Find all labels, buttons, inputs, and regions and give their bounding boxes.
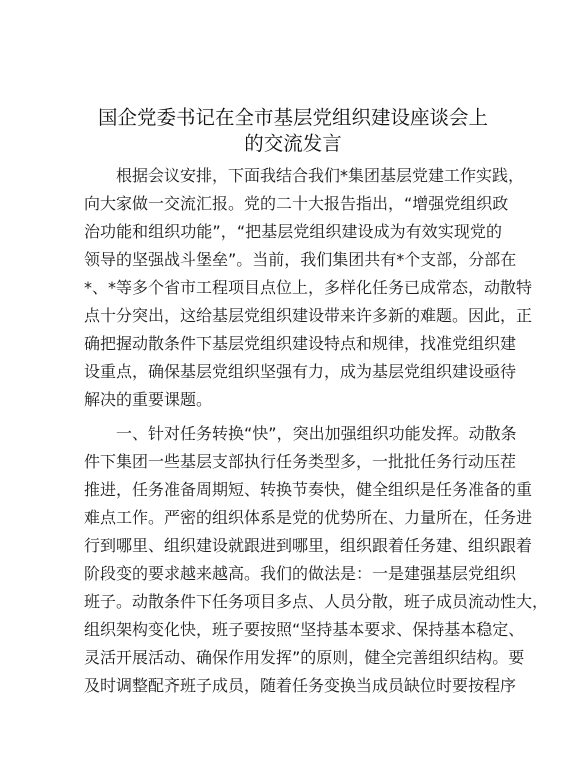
paragraph-1-line: 解决的重要课题。 <box>84 390 213 409</box>
paragraph-2-line: 灵活开展活动、确保作用发挥”的原则，健全完善组织结构。要 <box>84 648 525 667</box>
paragraph-1-line: 向大家做一交流汇报。党的二十大报告指出，“增强党组织政 <box>84 194 509 213</box>
document-title-line-1: 国企党委书记在全市基层党组织建设座谈会上 <box>97 106 488 129</box>
paragraph-2-line: 一、针对任务转换“快”，突出加强组织功能发挥。动散条 <box>116 424 517 443</box>
paragraph-2-line: 及时调整配齐班子成员，随着任务变换当成员缺位时要按程序 <box>84 676 517 695</box>
paragraph-2-line: 件下集团一些基层支部执行任务类型多，一批批任务行动压茬 <box>84 452 517 471</box>
paragraph-2-line: 阶段变的要求越来越高。我们的做法是：一是建强基层党组织 <box>84 564 517 583</box>
document-title-line-2: 的交流发言 <box>244 132 342 155</box>
paragraph-1-line: 领导的坚强战斗堡垒”。当前，我们集团共有*个支部，分部在 <box>84 250 517 269</box>
paragraph-2-line: 组织架构变化快，班子要按照“坚持基本要求、保持基本稳定、 <box>84 620 525 639</box>
paragraph-2-line: 行到哪里、组织建设就跟进到哪里，组织跟着任务建、组织跟着 <box>84 536 533 555</box>
paragraph-1-line: *、*等多个省市工程项目点位上，多样化任务已成常态，动散特 <box>84 278 533 297</box>
paragraph-2-line: 难点工作。严密的组织体系是党的优势所在、力量所在，任务进 <box>84 508 533 527</box>
paragraph-1-line: 设重点，确保基层党组织坚强有力，成为基层党组织建设亟待 <box>84 362 517 381</box>
paragraph-1-line: 治功能和组织功能”，“把基层党组织建设成为有效实现党的 <box>84 222 502 241</box>
paragraph-1-line: 点十分突出，这给基层党组织建设带来许多新的难题。因此，正 <box>84 306 533 325</box>
paragraph-1-line: 确把握动散条件下基层党组织建设特点和规律，找准党组织建 <box>84 334 517 353</box>
paragraph-2-line: 班子。动散条件下任务项目多点、人员分散，班子成员流动性大， <box>84 592 549 611</box>
paragraph-1-line: 根据会议安排，下面我结合我们*集团基层党建工作实践， <box>116 166 525 185</box>
paragraph-2-line: 推进，任务准备周期短、转换节奏快，健全组织是任务准备的重 <box>84 480 533 499</box>
